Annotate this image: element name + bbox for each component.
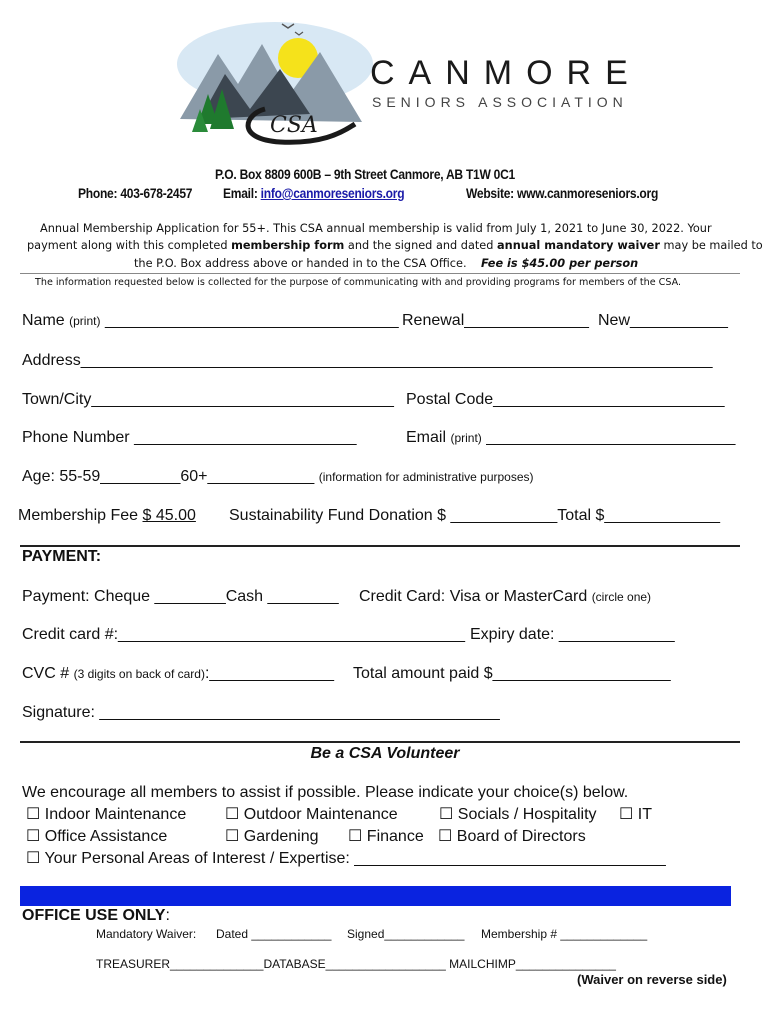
expiry-field[interactable]: Expiry date: _____________ bbox=[470, 626, 675, 643]
opt-socials-hospitality[interactable]: ☐ Socials / Hospitality bbox=[439, 806, 597, 823]
payment-heading: PAYMENT: bbox=[22, 548, 102, 565]
age-line[interactable]: Age: 55-59_________60+____________ bbox=[22, 468, 315, 485]
total-paid-field[interactable]: Total amount paid $____________________ bbox=[353, 665, 671, 682]
opt-gardening[interactable]: ☐ Gardening bbox=[225, 828, 319, 845]
cvc-field[interactable] bbox=[22, 665, 334, 683]
waiver-reverse-note: (Waiver on reverse side) bbox=[577, 972, 727, 987]
intro-line-2 bbox=[27, 239, 763, 252]
opt-board-of-directors[interactable]: ☐ Board of Directors bbox=[438, 828, 586, 845]
office-use-bar bbox=[20, 886, 731, 906]
intro-line-2-e: may be mailed to bbox=[659, 239, 763, 252]
name-line[interactable]: _________________________________ bbox=[104, 312, 399, 329]
email-hint: (print) bbox=[450, 431, 482, 445]
email-line[interactable]: ____________________________ bbox=[486, 429, 736, 446]
signature-field[interactable]: Signature: _____________________________________________ bbox=[22, 704, 500, 721]
age-field[interactable] bbox=[22, 468, 534, 486]
contact-email-label: Email: bbox=[223, 185, 261, 201]
opt-finance[interactable]: ☐ Finance bbox=[348, 828, 424, 845]
office-heading-text: OFFICE USE ONLY bbox=[22, 907, 166, 924]
divider-top bbox=[20, 273, 740, 274]
waiver-signed[interactable]: Signed____________ bbox=[347, 927, 465, 941]
credit-card-label: Credit Card: Visa or MasterCard bbox=[359, 588, 588, 605]
fee-field bbox=[18, 507, 196, 525]
intro-line-2-c: and the signed and dated bbox=[344, 239, 498, 252]
office-heading-colon: : bbox=[165, 907, 170, 924]
intro-fee: Fee is $45.00 per person bbox=[480, 257, 639, 270]
name-hint: (print) bbox=[69, 314, 101, 328]
cvc-hint: (3 digits on back of card) bbox=[73, 667, 205, 681]
logo-subtitle: SENIORS ASSOCIATION bbox=[372, 94, 628, 110]
membership-number[interactable]: Membership # _____________ bbox=[481, 927, 648, 941]
logo-mountains-icon bbox=[170, 14, 380, 149]
logo-mark: CSA bbox=[270, 113, 318, 138]
contact-website: Website: www.canmoreseniors.org bbox=[466, 185, 659, 201]
contact-phone: Phone: 403-678-2457 bbox=[78, 185, 193, 201]
card-number-field[interactable]: Credit card #:_______________________________________ bbox=[22, 626, 466, 643]
phone-field[interactable]: Phone Number _________________________ bbox=[22, 429, 357, 446]
fee-label: Membership Fee bbox=[18, 507, 143, 524]
credit-card-field[interactable] bbox=[359, 588, 651, 606]
intro-line-2-b: membership form bbox=[231, 239, 345, 252]
cvc-label: CVC # bbox=[22, 665, 70, 682]
age-note: (information for administrative purposes) bbox=[318, 470, 534, 484]
volunteer-heading: Be a CSA Volunteer bbox=[310, 745, 460, 762]
intro-line-2-d: annual mandatory waiver bbox=[497, 239, 660, 252]
payment-method-field[interactable]: Payment: Cheque ________Cash ________ bbox=[22, 588, 339, 605]
office-heading bbox=[22, 907, 170, 925]
opt-office-assistance[interactable]: ☐ Office Assistance bbox=[26, 828, 168, 845]
email-label: Email bbox=[406, 429, 447, 446]
address-field[interactable]: Address_______________________________________________________________________ bbox=[22, 352, 713, 369]
opt-indoor-maintenance[interactable]: ☐ Indoor Maintenance bbox=[26, 806, 187, 823]
new-field[interactable]: New___________ bbox=[598, 312, 728, 329]
logo-name: CANMORE bbox=[370, 54, 642, 92]
name-field[interactable] bbox=[22, 312, 399, 330]
treasurer-line[interactable]: TREASURER______________DATABASE__________________ MAILCHIMP_______________ bbox=[96, 957, 616, 971]
renewal-field[interactable]: Renewal______________ bbox=[402, 312, 589, 329]
intro-line-2-a: payment along with this completed bbox=[27, 239, 232, 252]
contact-email-link[interactable]: info@canmoreseniors.org bbox=[260, 185, 405, 201]
logo bbox=[170, 14, 640, 149]
divider-volunteer bbox=[20, 741, 740, 743]
privacy-note: The information requested below is collected for the purpose of communicating with and providing programs for members of the CSA. bbox=[35, 277, 682, 288]
intro-line-3-text: the P.O. Box address above or handed in to the CSA Office. bbox=[134, 257, 467, 270]
postal-field[interactable]: Postal Code__________________________ bbox=[406, 391, 725, 408]
volunteer-intro: We encourage all members to assist if possible. Please indicate your choice(s) below. bbox=[22, 784, 629, 801]
opt-personal-interest[interactable]: ☐ Your Personal Areas of Interest / Expertise: ___________________________________ bbox=[26, 850, 666, 867]
intro-line-3 bbox=[134, 257, 638, 270]
name-label: Name bbox=[22, 312, 65, 329]
contact-email bbox=[223, 185, 404, 201]
opt-it[interactable]: ☐ IT bbox=[619, 806, 653, 823]
intro-line-1: Annual Membership Application for 55+. This CSA annual membership is valid from July 1, 2021 to June 30, 2022. Your bbox=[40, 222, 712, 235]
contact-address: P.O. Box 8809 600B – 9th Street Canmore, AB T1W 0C1 bbox=[215, 166, 516, 182]
donation-field[interactable]: Sustainability Fund Donation $ ____________Total $_____________ bbox=[229, 507, 721, 524]
divider-payment bbox=[20, 545, 740, 547]
email-field[interactable] bbox=[406, 429, 735, 447]
waiver-label: Mandatory Waiver: bbox=[96, 927, 197, 941]
waiver-dated[interactable]: Dated ____________ bbox=[216, 927, 332, 941]
fee-value: $ 45.00 bbox=[142, 507, 196, 524]
credit-card-hint: (circle one) bbox=[591, 590, 652, 604]
town-field[interactable]: Town/City__________________________________ bbox=[22, 391, 394, 408]
opt-outdoor-maintenance[interactable]: ☐ Outdoor Maintenance bbox=[225, 806, 398, 823]
cvc-line[interactable]: :______________ bbox=[204, 665, 335, 682]
